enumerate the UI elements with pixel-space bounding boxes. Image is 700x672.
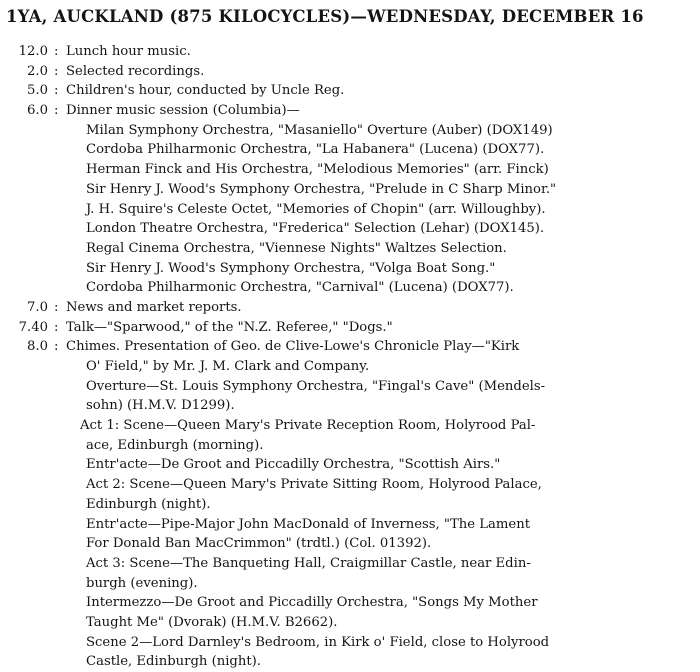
program-sub-row (0, 239, 700, 259)
time-separator: : (54, 319, 59, 335)
program-sub-row (0, 121, 700, 141)
program-text: Taught Me" (Dvorak) (H.M.V. B2662). (86, 614, 338, 630)
time-separator: : (54, 299, 59, 315)
time-separator: : (54, 339, 59, 355)
time-label: 7.40 (18, 319, 48, 335)
program-sub-row (0, 180, 700, 200)
program-row (0, 298, 700, 318)
program-sub-row (0, 554, 700, 574)
program-text: Milan Symphony Orchestra, "Masaniello" Overture (Auber) (DOX149) (86, 122, 553, 138)
program-text: burgh (evening). (86, 575, 198, 591)
page-title: 1YA, AUCKLAND (875 KILOCYCLES)—WEDNESDAY, DECEMBER 16 (6, 7, 644, 26)
program-text: Castle, Edinburgh (night). (86, 654, 261, 670)
program-sub-row (0, 160, 700, 180)
time-label: 6.0 (27, 103, 48, 119)
program-text: Children's hour, conducted by Uncle Reg. (66, 83, 345, 99)
time-label: 12.0 (18, 44, 48, 59)
program-sub-row (0, 652, 700, 672)
program-row (0, 81, 700, 101)
program-row (0, 318, 700, 338)
program-sub-row (0, 495, 700, 515)
program-text: Regal Cinema Orchestra, "Viennese Nights" Waltzes Selection. (86, 240, 507, 256)
program-text: Entr'acte—De Groot and Piccadilly Orchestra, "Scottish Airs." (86, 457, 501, 473)
program-schedule (0, 42, 700, 672)
program-sub-row (0, 633, 700, 653)
program-sub-row (0, 219, 700, 239)
program-row (0, 337, 700, 357)
program-sub-row (0, 574, 700, 594)
program-text: ace, Edinburgh (morning). (86, 437, 264, 453)
program-text: Act 1: Scene—Queen Mary's Private Reception Room, Holyrood Pal- (80, 418, 536, 434)
time-separator: : (54, 63, 59, 79)
time-label: 2.0 (27, 63, 48, 79)
time-label: 7.0 (27, 299, 48, 315)
program-text: sohn) (H.M.V. D1299). (86, 398, 235, 414)
time-separator: : (54, 83, 59, 99)
program-sub-row (0, 259, 700, 279)
program-text: Cordoba Philharmonic Orchestra, "La Habanera" (Lucena) (DOX77). (86, 142, 545, 158)
program-text: Talk—"Sparwood," of the "N.Z. Referee," "Dogs." (66, 319, 393, 335)
program-text: Entr'acte—Pipe-Major John MacDonald of Inverness, "The Lament (86, 516, 531, 532)
program-text: Sir Henry J. Wood's Symphony Orchestra, "Prelude in C Sharp Minor." (86, 181, 557, 197)
program-sub-row (0, 475, 700, 495)
program-sub-row (0, 534, 700, 554)
program-text: Overture—St. Louis Symphony Orchestra, "Fingal's Cave" (Mendels- (86, 378, 546, 394)
program-sub-row (0, 436, 700, 456)
program-sub-row (0, 515, 700, 535)
program-text: Herman Finck and His Orchestra, "Melodious Memories" (arr. Finck) (86, 162, 549, 178)
program-text: Dinner music session (Columbia)— (66, 103, 300, 119)
program-sub-row (0, 416, 700, 436)
program-sub-row (0, 455, 700, 475)
program-text: For Donald Ban MacCrimmon" (trdtl.) (Col. 01392). (86, 536, 432, 552)
program-sub-row (0, 593, 700, 613)
program-sub-row (0, 140, 700, 160)
program-row (0, 42, 700, 62)
program-sub-row (0, 278, 700, 298)
program-sub-row (0, 377, 700, 397)
program-row (0, 101, 700, 121)
program-text: Intermezzo—De Groot and Piccadilly Orchestra, "Songs My Mother (86, 595, 538, 611)
program-text: Lunch hour music. (66, 44, 191, 59)
program-text: Selected recordings. (66, 63, 205, 79)
time-separator: : (54, 44, 59, 59)
program-text: News and market reports. (66, 299, 242, 315)
program-sub-row (0, 396, 700, 416)
program-text: J. H. Squire's Celeste Octet, "Memories of Chopin" (arr. Willoughby). (86, 201, 546, 217)
program-sub-row (0, 357, 700, 377)
program-sub-row (0, 613, 700, 633)
program-text: Act 3: Scene—The Banqueting Hall, Craigmillar Castle, near Edin- (86, 555, 531, 571)
program-row (0, 62, 700, 82)
program-text: Scene 2—Lord Darnley's Bedroom, in Kirk o' Field, close to Holyrood (86, 634, 550, 650)
time-separator: : (54, 103, 59, 119)
time-label: 5.0 (27, 83, 48, 99)
program-text: Cordoba Philharmonic Orchestra, "Carnival" (Lucena) (DOX77). (86, 280, 514, 296)
program-text: O' Field," by Mr. J. M. Clark and Company. (86, 359, 370, 374)
program-text: London Theatre Orchestra, "Frederica" Selection (Lehar) (DOX145). (86, 221, 545, 237)
program-text: Chimes. Presentation of Geo. de Clive-Lowe's Chronicle Play—"Kirk (66, 339, 520, 355)
program-text: Edinburgh (night). (86, 496, 211, 512)
time-label: 8.0 (27, 339, 48, 355)
program-text: Sir Henry J. Wood's Symphony Orchestra, "Volga Boat Song." (86, 260, 496, 276)
program-text: Act 2: Scene—Queen Mary's Private Sitting Room, Holyrood Palace, (86, 477, 542, 493)
program-sub-row (0, 200, 700, 220)
